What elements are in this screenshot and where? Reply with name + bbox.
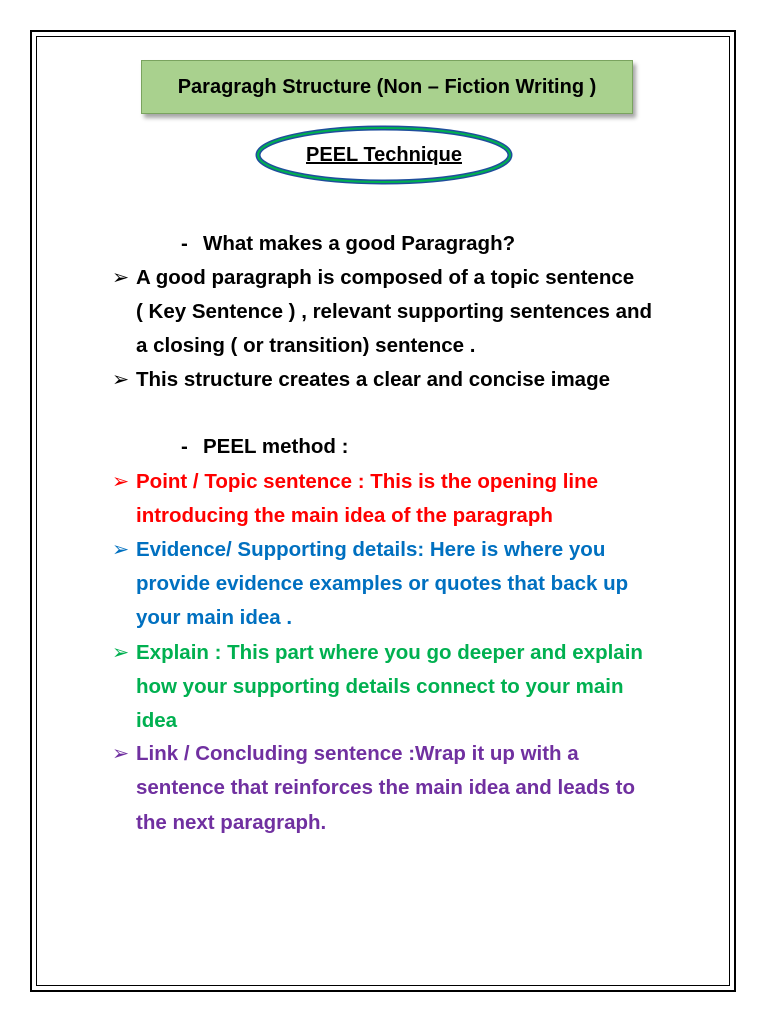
page-title: Paragragh Structure (Non – Fiction Writing )	[141, 60, 633, 114]
peel-technique-heading: PEEL Technique	[306, 143, 462, 166]
dash-marker: -	[181, 232, 188, 255]
arrow-bullet-icon: ➢	[112, 742, 130, 765]
arrow-bullet-icon: ➢	[112, 368, 130, 391]
list-item-text: Link / Concluding sentence :Wrap it up with a	[136, 742, 579, 765]
list-item-link	[112, 737, 579, 771]
list-item-text: a closing ( or transition) sentence .	[136, 334, 476, 357]
arrow-bullet-icon: ➢	[112, 266, 130, 289]
arrow-bullet-icon: ➢	[112, 641, 130, 664]
list-item-evidence	[112, 533, 605, 567]
list-item-text: sentence that reinforces the main idea and leads to	[136, 776, 635, 799]
peel-method-heading-text: PEEL method :	[203, 435, 349, 458]
list-item-text: Point / Topic sentence : This is the opening line	[136, 470, 599, 493]
list-item	[112, 363, 610, 397]
list-item-text: Evidence/ Supporting details: Here is where you	[136, 538, 606, 561]
list-item-text: provide evidence examples or quotes that back up	[136, 572, 629, 595]
list-item-point	[112, 465, 598, 499]
list-item-text: This structure creates a clear and concise image	[136, 368, 610, 391]
list-item-text: how your supporting details connect to your main	[136, 675, 624, 698]
list-item-text: Explain : This part where you go deeper and explain	[136, 641, 643, 664]
list-item-text: A good paragraph is composed of a topic sentence	[136, 266, 635, 289]
question-heading-text: What makes a good Paragragh?	[203, 232, 516, 255]
peel-method-heading	[181, 430, 348, 464]
question-heading	[181, 227, 515, 261]
arrow-bullet-icon: ➢	[112, 470, 130, 493]
list-item-text: ( Key Sentence ) , relevant supporting sentences and	[136, 300, 653, 323]
list-item	[112, 261, 634, 295]
list-item-explain	[112, 636, 643, 670]
list-item-text: introducing the main idea of the paragraph	[136, 504, 553, 527]
list-item-text: your main idea .	[136, 606, 293, 629]
list-item-text: idea	[136, 709, 178, 732]
arrow-bullet-icon: ➢	[112, 538, 130, 561]
dash-marker: -	[181, 435, 188, 458]
list-item-text: the next paragraph.	[136, 811, 327, 834]
